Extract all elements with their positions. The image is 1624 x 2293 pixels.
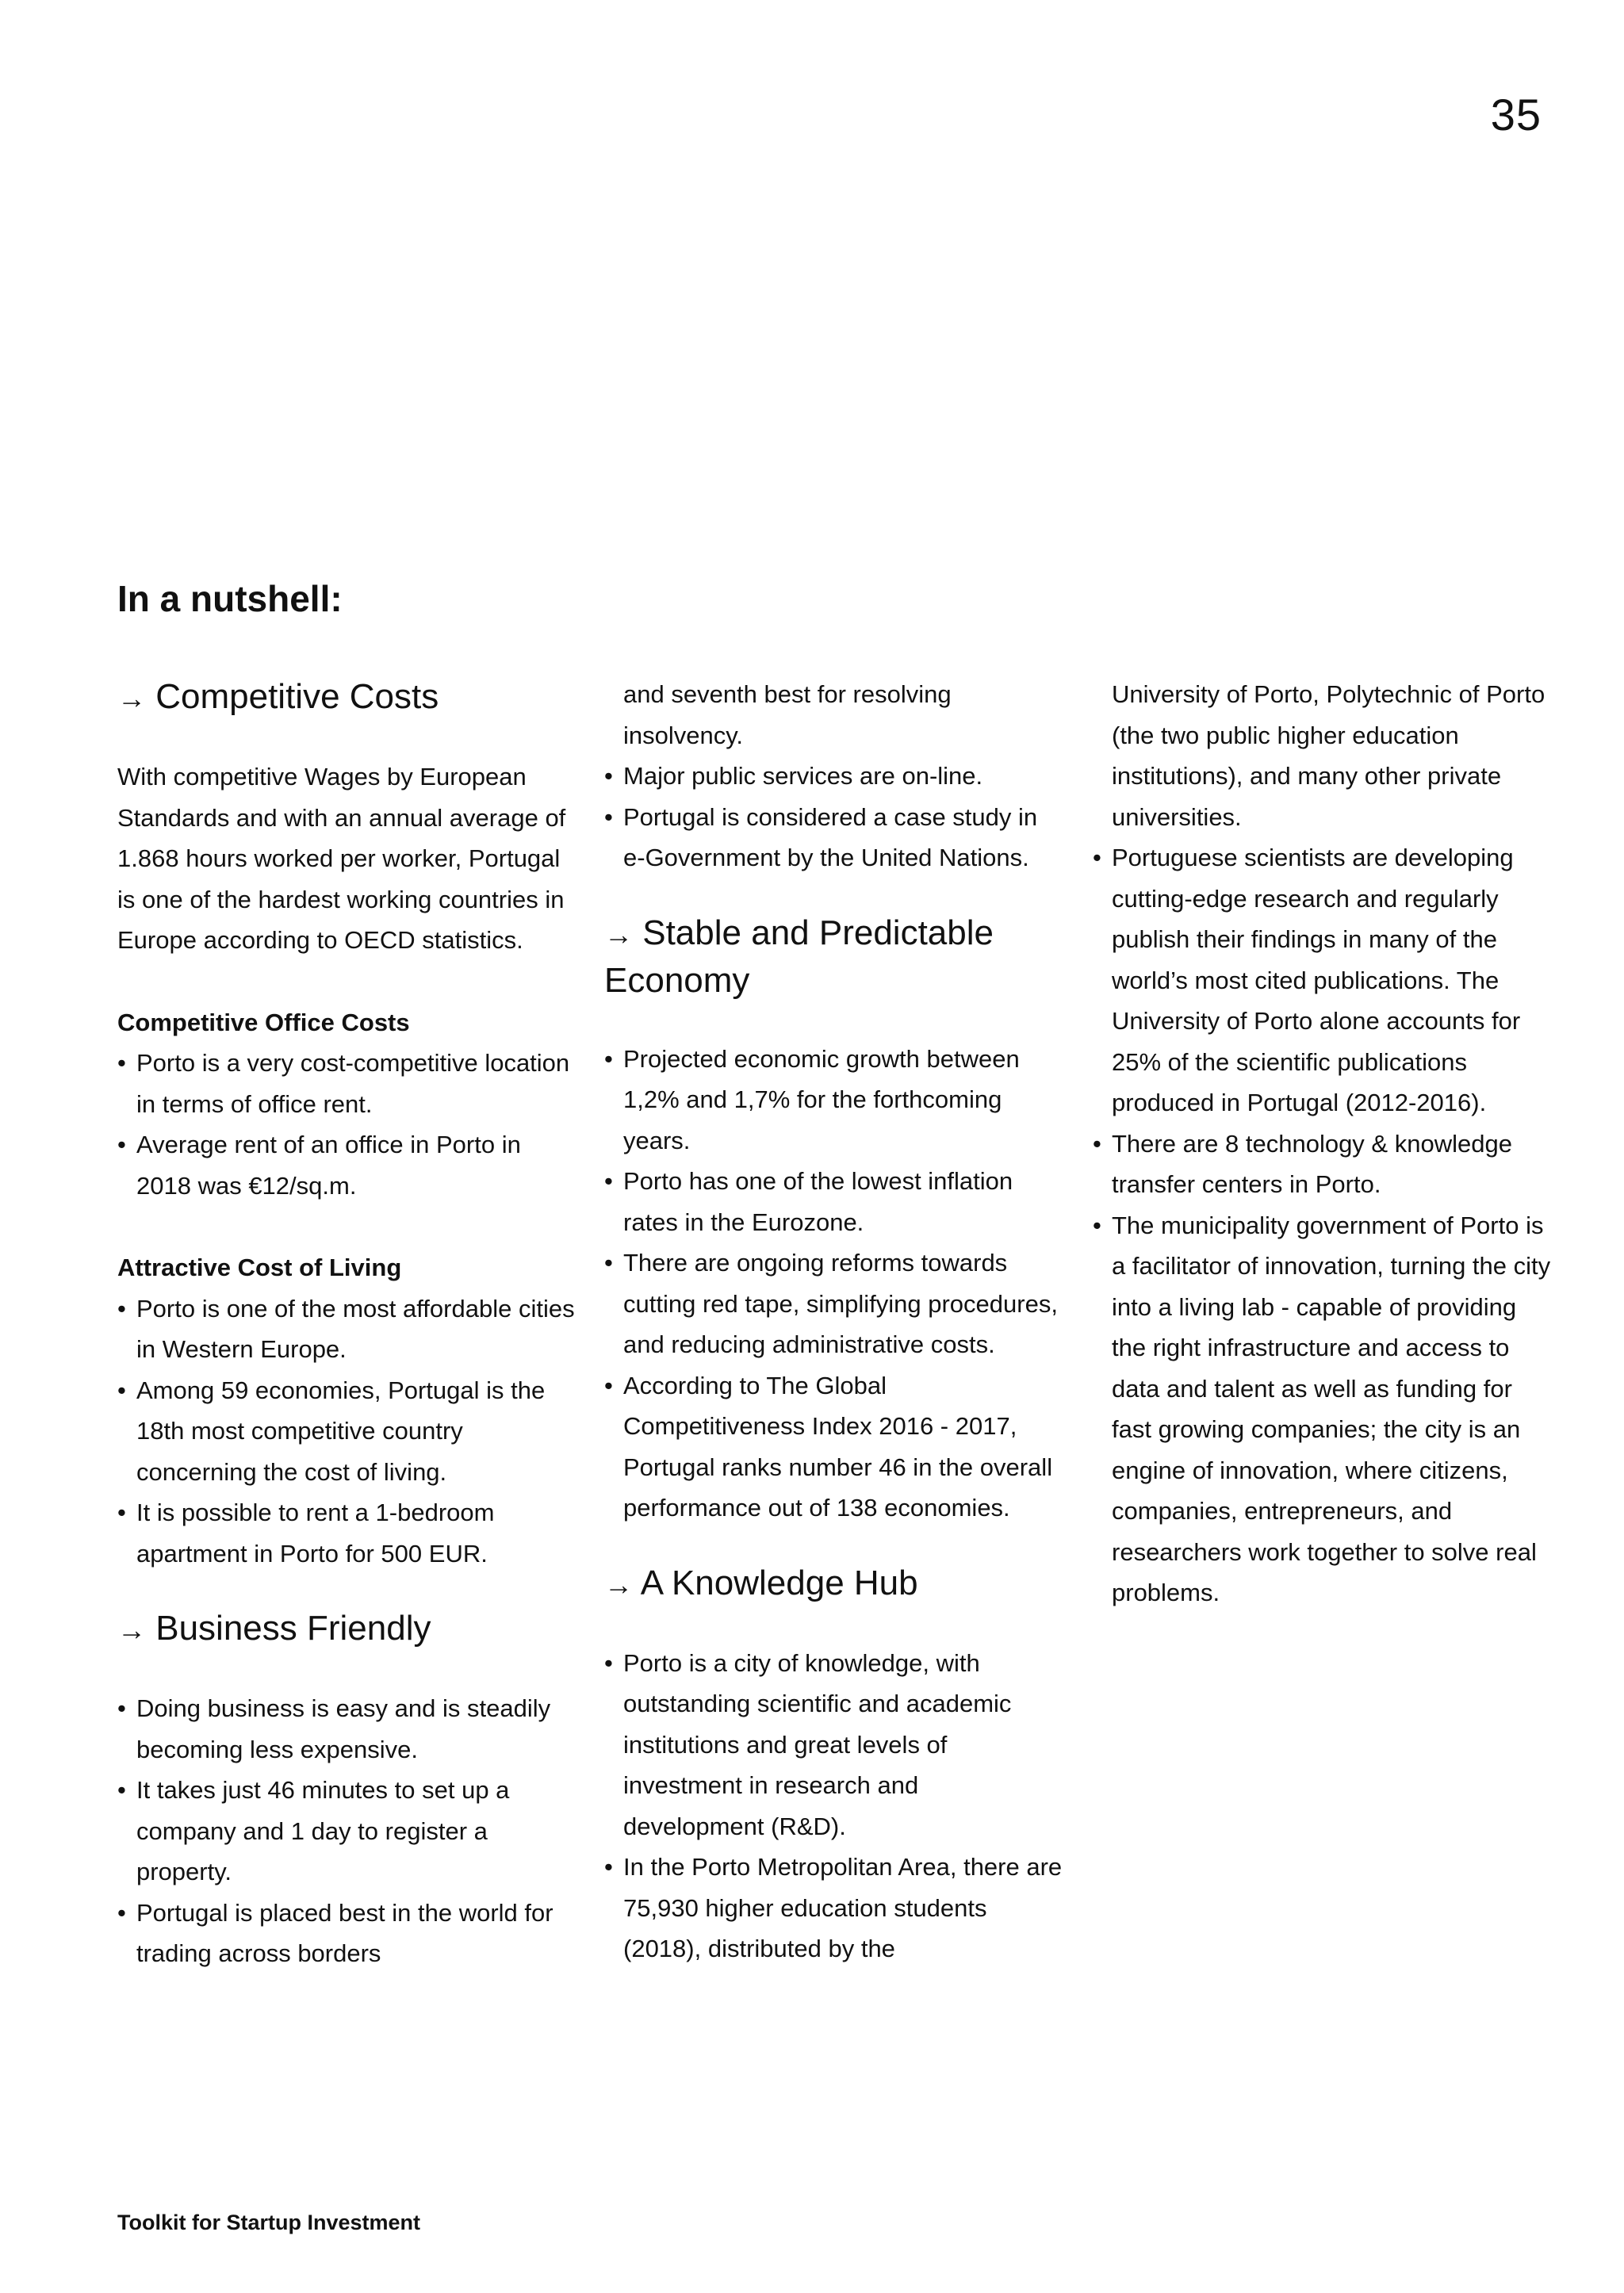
list-item: • Among 59 economies, Portugal is the 18th most competitive country concerning the cost of living. [117,1370,577,1493]
list-item: • There are 8 technology & knowledge transfer centers in Porto. [1093,1124,1553,1205]
arrow-right-icon: → [117,682,146,714]
list-stable-economy [604,1039,1064,1529]
subheading-cost-of-living: Attractive Cost of Living [117,1254,402,1281]
page-title: In a nutshell: [117,578,343,619]
list-item: • Portugal is considered a case study in e-Government by the United Nations. [604,797,1064,879]
column-middle [604,674,1064,1970]
arrow-right-icon: → [604,1568,633,1601]
list-item: • Average rent of an office in Porto in 2018 was €12/sq.m. [117,1124,577,1206]
subheading-office-costs: Competitive Office Costs [117,1008,410,1036]
list-office-costs [117,1043,577,1206]
list-item: • Porto is one of the most affordable cities in Western Europe. [117,1288,577,1370]
list-item: • Porto has one of the lowest inflation rates in the Eurozone. [604,1161,1064,1242]
paragraph-competitive-costs: With competitive Wages by European Standards and with an annual average of 1.868 hours worked per worker, Portugal is one of the hardest working countries in Europe according to OECD statistics. [117,763,566,954]
list-item: • The municipality government of Porto is a facilitator of innovation, turning the city into a living lab - capable of providing the right infrastructure and access to data and talent as well as funding for fast growing companies; the city is an engine of innovation, where citizens, companies, entrepreneurs, and researchers work together to solve real problems. [1093,1205,1553,1614]
list-item: • Major public services are on-line. [604,756,1064,797]
list-item: • Doing business is easy and is steadily becoming less expensive. [117,1688,577,1770]
list-item: • Portuguese scientists are developing cutting-edge research and regularly publish their findings in many of the world’s most cited publications. The University of Porto alone accounts for 25% of the scientific publications produced in Portugal (2012-2016). [1093,837,1553,1124]
section-heading-business-friendly: → Business Friendly [117,1609,431,1648]
page-number: 35 [1490,90,1542,140]
continued-text: University of Porto, Polytechnic of Porto (the two public higher education institutions), and many other private universities. [1112,680,1545,831]
list-item: • According to The Global Competitiveness Index 2016 - 2017, Portugal ranks number 46 in the overall performance out of 138 economies. [604,1365,1064,1529]
list-knowledge-hub [604,1643,1064,1970]
list-item: • Portugal is placed best in the world for trading across borders [117,1893,577,1974]
continued-text: and seventh best for resolving insolvency. [623,680,952,749]
footer-title: Toolkit for Startup Investment [117,2211,421,2234]
column-left [117,674,577,1974]
section-heading-competitive-costs: → Competitive Costs [117,677,439,716]
list-item: • In the Porto Metropolitan Area, there are 75,930 higher education students (2018), distributed by the [604,1847,1064,1970]
list-item: • Projected economic growth between 1,2% and 1,7% for the forthcoming years. [604,1039,1064,1162]
list-item: • It is possible to rent a 1-bedroom apartment in Porto for 500 EUR. [117,1492,577,1574]
list-knowledge-hub-continued [1093,837,1553,1614]
arrow-right-icon: → [604,917,633,951]
list-item: • Porto is a city of knowledge, with outstanding scientific and academic institutions and great levels of investment in research and development (R&D). [604,1643,1064,1847]
list-cost-of-living [117,1288,577,1575]
list-business-friendly [117,1688,577,1974]
section-heading-knowledge-hub: → A Knowledge Hub [604,1563,918,1602]
list-item: • Porto is a very cost-competitive location in terms of office rent. [117,1043,577,1124]
list-item: • It takes just 46 minutes to set up a company and 1 day to register a property. [117,1770,577,1893]
section-heading-stable-economy: → Stable and Predictable Economy [604,913,994,1000]
list-business-friendly-continued [604,756,1064,879]
list-item: • There are ongoing reforms towards cutting red tape, simplifying procedures, and reducing administrative costs. [604,1242,1064,1365]
column-right [1093,674,1553,1614]
arrow-right-icon: → [117,1614,146,1646]
